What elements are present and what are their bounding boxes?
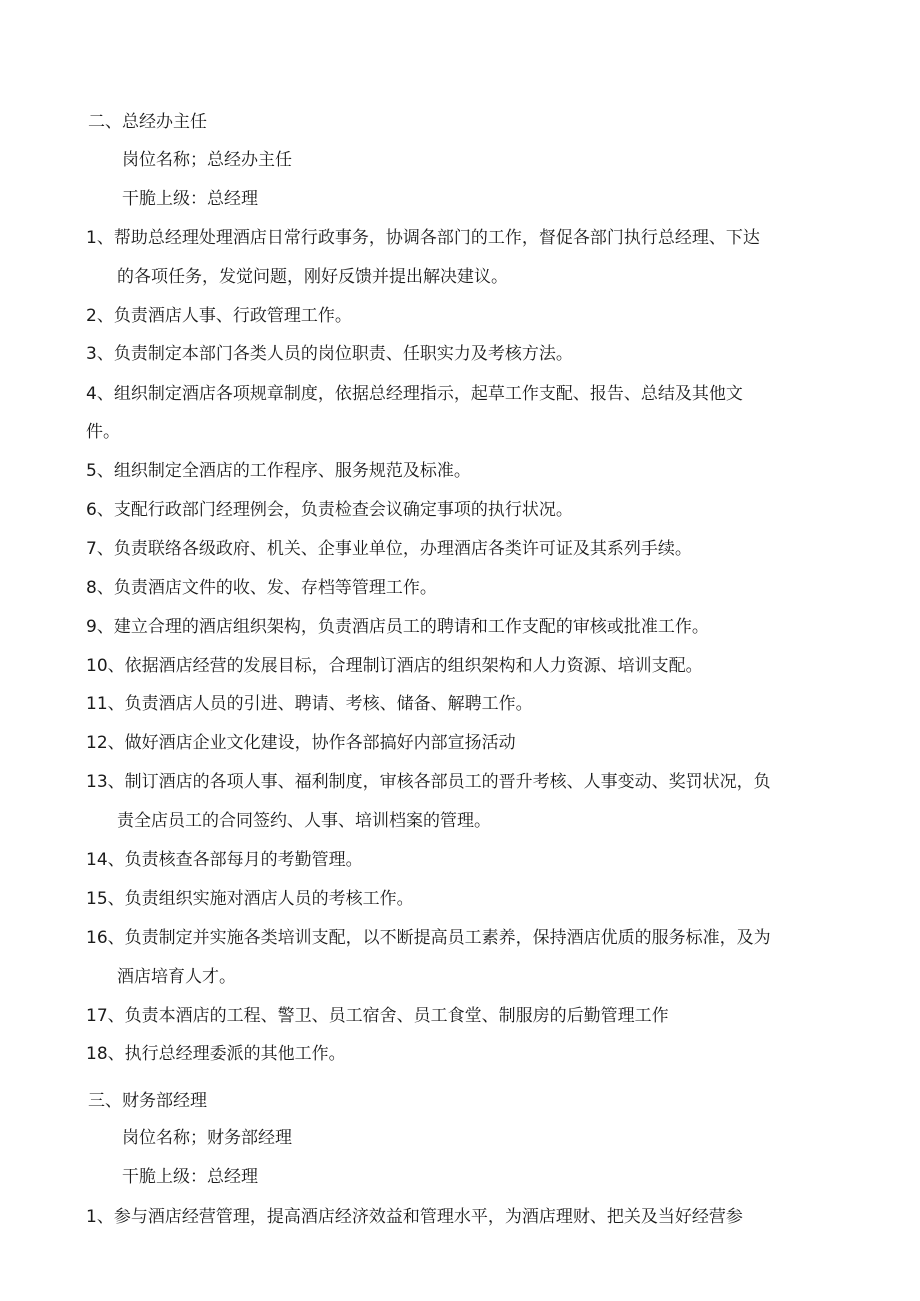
duty-item: 15、负责组织实施对酒店人员的考核工作。: [86, 889, 414, 909]
duty-item: 4、组织制定酒店各项规章制度，依据总经理指示，起草工作支配、报告、总结及其他文: [86, 384, 743, 404]
duty-item: 18、执行总经理委派的其他工作。: [86, 1044, 346, 1064]
duty-item: 3、负责制定本部门各类人员的岗位职责、任职实力及考核方法。: [86, 344, 573, 364]
duty-continuation: 的各项任务，发觉问题，刚好反馈并提出解决建议。: [117, 267, 508, 287]
position-name: 岗位名称；总经办主任: [122, 150, 292, 170]
position-name: 岗位名称；财务部经理: [122, 1128, 292, 1148]
duty-item: 7、负责联络各级政府、机关、企事业单位，办理酒店各类许可证及其系列手续。: [86, 539, 692, 559]
duty-item: 1、参与酒店经营管理，提高酒店经济效益和管理水平，为酒店理财、把关及当好经营参: [86, 1207, 743, 1227]
section-heading: 二、总经办主任: [88, 112, 207, 132]
duty-item: 1、帮助总经理处理酒店日常行政事务，协调各部门的工作，督促各部门执行总经理、下达: [86, 228, 760, 248]
duty-item: 9、建立合理的酒店组织架构，负责酒店员工的聘请和工作支配的审核或批准工作。: [86, 617, 709, 637]
direct-superior: 干脆上级：总经理: [122, 189, 258, 209]
direct-superior: 干脆上级：总经理: [122, 1167, 258, 1187]
duty-item: 11、负责酒店人员的引进、聘请、考核、储备、解聘工作。: [86, 694, 533, 714]
duty-item: 13、制订酒店的各项人事、福利制度，审核各部员工的晋升考核、人事变动、奖罚状况，负: [86, 772, 771, 792]
duty-item: 12、做好酒店企业文化建设，协作各部搞好内部宣扬活动: [86, 733, 516, 753]
duty-item: 10、依据酒店经营的发展目标，合理制订酒店的组织架构和人力资源、培训支配。: [86, 656, 703, 676]
duty-continuation: 责全店员工的合同签约、人事、培训档案的管理。: [117, 811, 491, 831]
duty-item: 2、负责酒店人事、行政管理工作。: [86, 306, 352, 326]
duty-continuation: 酒店培育人才。: [117, 967, 236, 987]
duty-item: 5、组织制定全酒店的工作程序、服务规范及标准。: [86, 461, 471, 481]
duty-item: 16、负责制定并实施各类培训支配，以不断提高员工素养，保持酒店优质的服务标准，及为: [86, 928, 771, 948]
duty-item: 8、负责酒店文件的收、发、存档等管理工作。: [86, 578, 437, 598]
duty-item: 14、负责核查各部每月的考勤管理。: [86, 850, 363, 870]
duty-item: 6、支配行政部门经理例会，负责检查会议确定事项的执行状况。: [86, 500, 573, 520]
duty-item: 17、负责本酒店的工程、警卫、员工宿舍、员工食堂、制服房的后勤管理工作: [86, 1006, 669, 1026]
section-heading: 三、财务部经理: [88, 1091, 207, 1111]
duty-continuation: 件。: [86, 422, 120, 442]
